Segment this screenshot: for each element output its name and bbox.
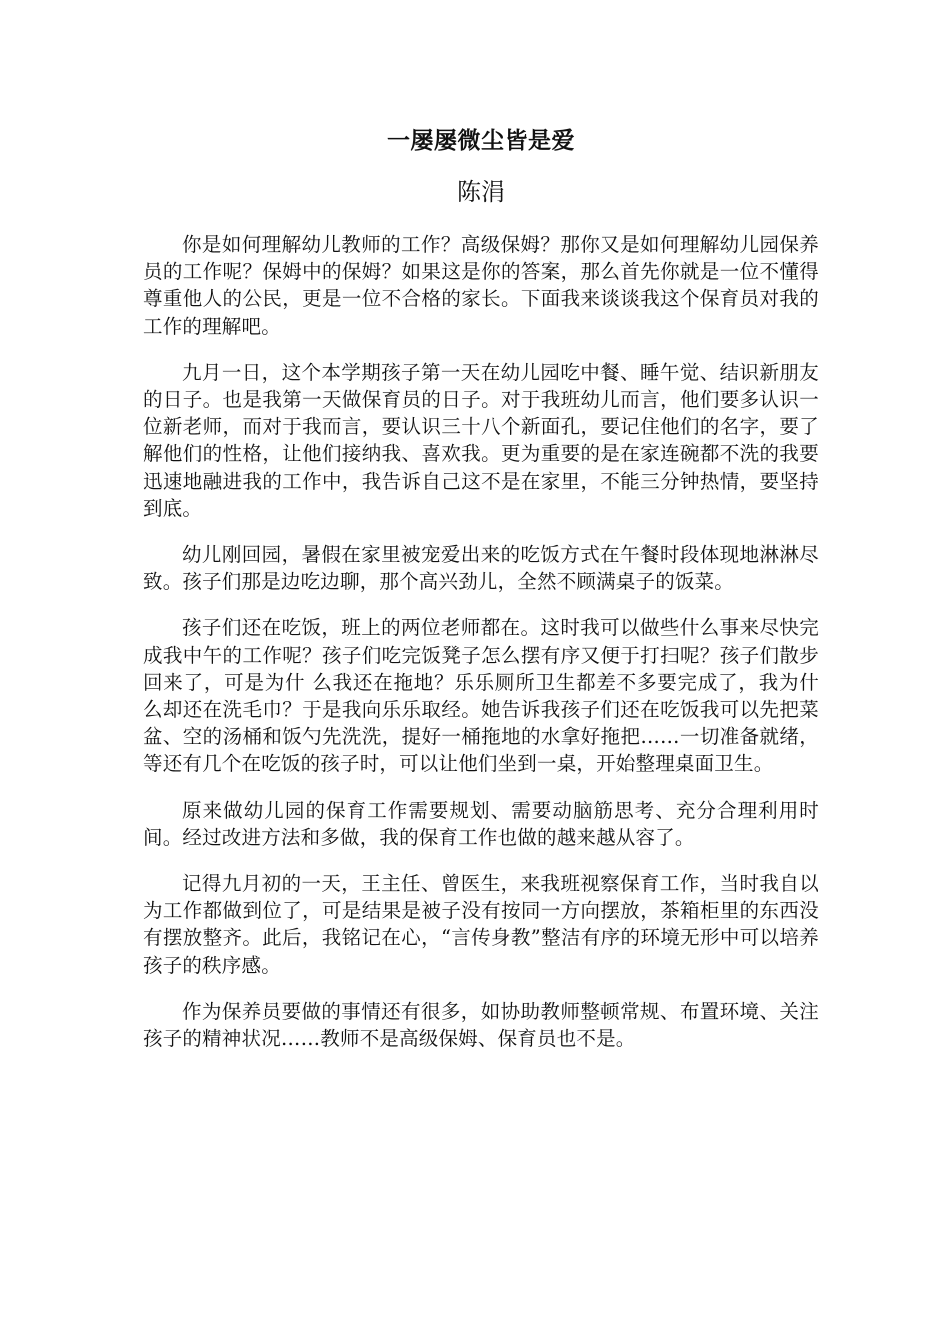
paragraph-4: 孩子们还在吃饭，班上的两位老师都在。这时我可以做些什么事来尽快完成我中午的工作呢？孩子们吃完饭凳子怎么摆有序又便于打扫呢？孩子们散步回来了，可是为什 么我还在拖地？乐乐厕所卫生都差不多要完成了，我为什么却还在洗毛巾？于是我向乐乐取经。她告诉我孩子们还在吃饭我可以先把菜盆、空的汤桶和饭勺先洗洗，提好一桶拖地的水拿好拖把……一切准备就绪，等还有几个在吃饭的孩子时，可以让他们坐到一桌，开始整理桌面卫生。 — [143, 616, 819, 776]
paragraph-5: 原来做幼儿园的保育工作需要规划、需要动脑筋思考、充分合理利用时间。经过改进方法和多做，我的保育工作也做的越来越从容了。 — [143, 798, 819, 849]
document-author: 陈涓 — [457, 178, 505, 206]
paragraph-6: 记得九月初的一天，王主任、曾医生，来我班视察保育工作，当时我自以为工作都做到位了，可是结果是被子没有按同一方向摆放，茶箱柜里的东西没有摆放整齐。此后，我铭记在心，“言传身教”整洁有序的环境无形中可以培养孩子的秩序感。 — [143, 872, 819, 977]
paragraph-7: 作为保养员要做的事情还有很多，如协助教师整顿常规、布置环境、关注孩子的精神状况……教师不是高级保姆、保育员也不是。 — [143, 999, 819, 1051]
document-content — [143, 124, 819, 1052]
document-title: 一屡屡微尘皆是爱 — [387, 127, 575, 154]
paragraph-1: 你是如何理解幼儿教师的工作？高级保姆？那你又是如何理解幼儿园保养员的工作呢？保姆中的保姆？如果这是你的答案，那么首先你就是一位不懂得尊重他人的公民，更是一位不合格的家长。下面我来谈谈我这个保育员对我的工作的理解吧。 — [143, 233, 819, 338]
paragraph-2: 九月一日，这个本学期孩子第一天在幼儿园吃中餐、睡午觉、结识新朋友的日子。也是我第一天做保育员的日子。对于我班幼儿而言，他们要多认识一位新老师，而对于我而言，要认识三十八个新面孔，要记住他们的名字，要了解他们的性格，让他们接纳我、喜欢我。更为重要的是在家连碗都不洗的我要迅速地融进我的工作中，我告诉自己这不是在家里，不能三分钟热情，要坚持到底。 — [143, 360, 819, 520]
document-body — [143, 231, 819, 1052]
paragraph-3: 幼儿刚回园，暑假在家里被宠爱出来的吃饭方式在午餐时段体现地淋淋尽致。孩子们那是边吃边聊，那个高兴劲儿，全然不顾满桌子的饭菜。 — [143, 543, 819, 594]
